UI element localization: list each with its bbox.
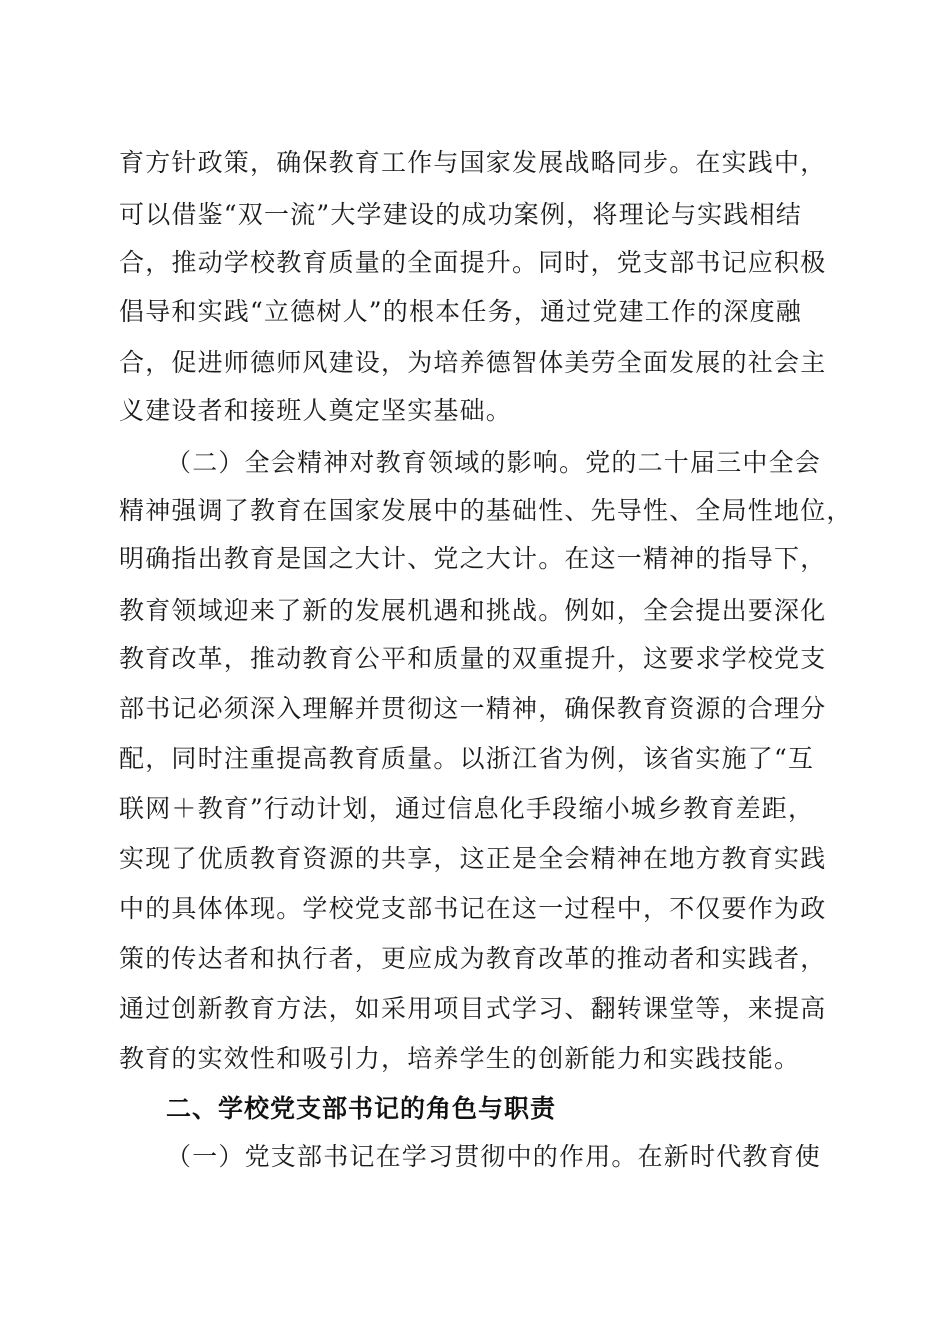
paragraph-line: 中的具体体现。学校党支部书记在这一过程中，不仅要作为政: [119, 894, 827, 923]
paragraph-line: 明确指出教育是国之大计、党之大计。在这一精神的指导下，: [119, 544, 827, 573]
paragraph-line: 合，推动学校教育质量的全面提升。同时，党支部书记应积极: [119, 248, 827, 277]
paragraph-line: 联网＋教育”行动计划，通过信息化手段缩小城乡教育差距，: [119, 794, 815, 823]
paragraph-line: 合，促进师德师风建设，为培养德智体美劳全面发展的社会主: [119, 348, 827, 377]
section-heading: 二、学校党支部书记的角色与职责: [166, 1094, 557, 1123]
paragraph-line: 教育的实效性和吸引力，培养学生的创新能力和实践技能。: [119, 1044, 801, 1073]
paragraph-line: 通过创新教育方法，如采用项目式学习、翻转课堂等，来提高: [119, 994, 827, 1023]
paragraph-line: 精神强调了教育在国家发展中的基础性、先导性、全局性地位，: [119, 496, 853, 525]
paragraph-line: （二）全会精神对教育领域的影响。党的二十届三中全会: [166, 448, 822, 477]
paragraph-line: 实现了优质教育资源的共享，这正是全会精神在地方教育实践: [119, 844, 827, 873]
paragraph-line: （一）党支部书记在学习贯彻中的作用。在新时代教育使: [166, 1142, 822, 1171]
paragraph-line: 策的传达者和执行者，更应成为教育改革的推动者和实践者，: [119, 944, 827, 973]
paragraph-line: 教育领域迎来了新的发展机遇和挑战。例如，全会提出要深化: [119, 596, 827, 625]
paragraph-line: 义建设者和接班人奠定坚实基础。: [119, 396, 513, 425]
paragraph-line: 教育改革，推动教育公平和质量的双重提升，这要求学校党支: [119, 644, 827, 673]
paragraph-line: 育方针政策，确保教育工作与国家发展战略同步。在实践中，: [119, 148, 827, 177]
paragraph-line: 可以借鉴“双一流”大学建设的成功案例，将理论与实践相结: [119, 200, 802, 229]
paragraph-line: 部书记必须深入理解并贯彻这一精神，确保教育资源的合理分: [119, 694, 827, 723]
paragraph-line: 配，同时注重提高教育质量。以浙江省为例，该省实施了“互: [119, 744, 815, 773]
paragraph-line: 倡导和实践“立德树人”的根本任务，通过党建工作的深度融: [119, 297, 802, 326]
